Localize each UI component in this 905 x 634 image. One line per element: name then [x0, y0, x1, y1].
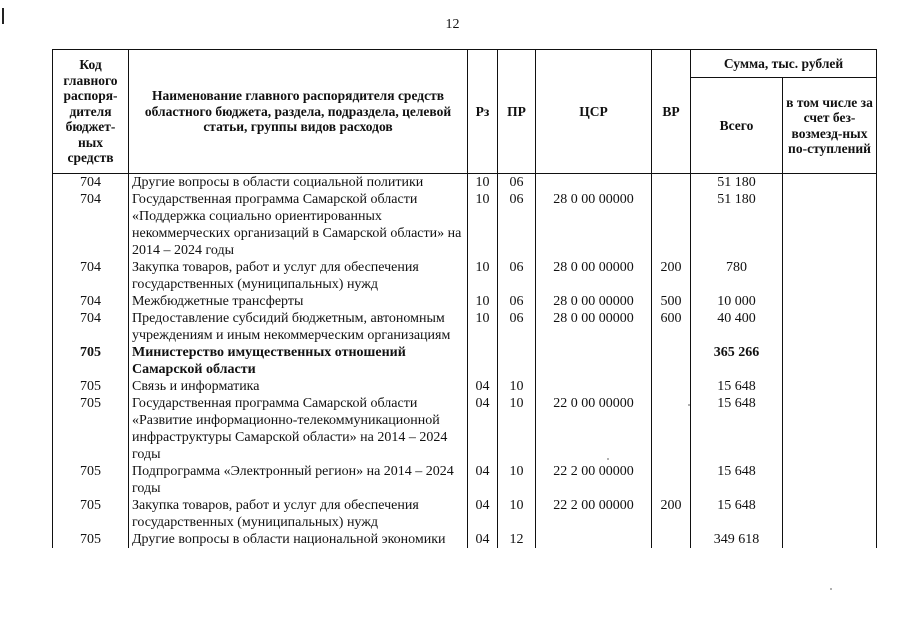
- cell-vr: 500: [652, 293, 691, 310]
- cell-total: 15 648: [691, 395, 783, 463]
- cell-name: Другие вопросы в области национальной экономики: [129, 531, 468, 548]
- cell-csr: [536, 378, 652, 395]
- cell-code: 705: [53, 463, 129, 497]
- cell-code: 705: [53, 344, 129, 378]
- cell-rz: 04: [468, 463, 498, 497]
- cell-rz: 10: [468, 310, 498, 344]
- cell-pr: 06: [498, 191, 536, 259]
- cell-vr: [652, 531, 691, 548]
- cell-name: Министерство имущественных отношений Самарской области: [129, 344, 468, 378]
- cell-name: Другие вопросы в области социальной политики: [129, 174, 468, 192]
- cell-code: 704: [53, 174, 129, 192]
- cell-code: 704: [53, 259, 129, 293]
- header-rz: Рз: [468, 50, 498, 174]
- cell-total: 15 648: [691, 497, 783, 531]
- cell-name: Закупка товаров, работ и услуг для обеспечения государственных (муниципальных) нужд: [129, 259, 468, 293]
- cell-vr: [652, 395, 691, 463]
- scan-speck: [688, 404, 690, 406]
- cell-rz: 04: [468, 395, 498, 463]
- cell-pr: 10: [498, 463, 536, 497]
- table-row: [53, 531, 877, 548]
- header-pr: ПР: [498, 50, 536, 174]
- table-body: [53, 174, 877, 549]
- cell-csr: [536, 344, 652, 378]
- cell-incl: [783, 395, 877, 463]
- cell-code: 704: [53, 293, 129, 310]
- header-name: Наименование главного распорядителя средств областного бюджета, раздела, подраздела, целевой статьи, группы видов расходов: [129, 50, 468, 174]
- header-total: Всего: [691, 78, 783, 174]
- cell-pr: 12: [498, 531, 536, 548]
- cell-rz: [468, 344, 498, 378]
- cell-code: 704: [53, 191, 129, 259]
- cell-pr: [498, 344, 536, 378]
- cell-csr: 28 0 00 00000: [536, 293, 652, 310]
- cell-vr: [652, 191, 691, 259]
- cell-csr: [536, 531, 652, 548]
- cell-name: Закупка товаров, работ и услуг для обеспечения государственных (муниципальных) нужд: [129, 497, 468, 531]
- cell-pr: 10: [498, 395, 536, 463]
- cell-rz: 10: [468, 293, 498, 310]
- table-row: [53, 395, 877, 463]
- cell-csr: 28 0 00 00000: [536, 310, 652, 344]
- cell-vr: 200: [652, 259, 691, 293]
- cell-code: 705: [53, 497, 129, 531]
- cell-incl: [783, 293, 877, 310]
- cell-vr: 200: [652, 497, 691, 531]
- budget-table: [52, 49, 877, 548]
- cell-vr: 600: [652, 310, 691, 344]
- cell-vr: [652, 344, 691, 378]
- cell-total: 365 266: [691, 344, 783, 378]
- cell-csr: 28 0 00 00000: [536, 259, 652, 293]
- cell-pr: 06: [498, 310, 536, 344]
- table-row: [53, 259, 877, 293]
- cell-pr: 06: [498, 293, 536, 310]
- table-row: [53, 497, 877, 531]
- cell-csr: 22 0 00 00000: [536, 395, 652, 463]
- cell-code: 705: [53, 378, 129, 395]
- cell-incl: [783, 497, 877, 531]
- cell-name: Подпрограмма «Электронный регион» на 2014 – 2024 годы: [129, 463, 468, 497]
- scan-speck: [830, 588, 832, 590]
- header-csr: ЦСР: [536, 50, 652, 174]
- table-row: [53, 174, 877, 192]
- cell-total: 40 400: [691, 310, 783, 344]
- table-row: [53, 463, 877, 497]
- cell-name: Государственная программа Самарской области «Развитие информационно-телекоммуникационной инфраструктуры Самарской области» на 2014 – 2024 годы: [129, 395, 468, 463]
- header-code: Код главного распоря-дителя бюджет-ных средств: [53, 50, 129, 174]
- cell-pr: 06: [498, 174, 536, 192]
- page-number: 12: [445, 17, 460, 32]
- cell-csr: 28 0 00 00000: [536, 191, 652, 259]
- cell-vr: [652, 378, 691, 395]
- cell-csr: 22 2 00 00000: [536, 497, 652, 531]
- cell-code: 705: [53, 395, 129, 463]
- table-row: [53, 310, 877, 344]
- cell-total: 15 648: [691, 378, 783, 395]
- header-incl: в том числе за счет без-возмезд-ных по-ступлений: [783, 78, 877, 174]
- cell-vr: [652, 463, 691, 497]
- cell-name: Государственная программа Самарской области «Поддержка социально ориентированных некоммерческих организаций в Самарской области» на 2014 – 2024 годы: [129, 191, 468, 259]
- cell-rz: 10: [468, 259, 498, 293]
- table-row: [53, 344, 877, 378]
- table-row: [53, 293, 877, 310]
- cell-incl: [783, 174, 877, 192]
- cell-incl: [783, 259, 877, 293]
- table-row: [53, 378, 877, 395]
- cell-incl: [783, 531, 877, 548]
- cell-csr: [536, 174, 652, 192]
- cell-code: 705: [53, 531, 129, 548]
- cell-name: Межбюджетные трансферты: [129, 293, 468, 310]
- cell-incl: [783, 463, 877, 497]
- cell-incl: [783, 191, 877, 259]
- cell-incl: [783, 344, 877, 378]
- cell-rz: 04: [468, 497, 498, 531]
- cell-pr: 10: [498, 497, 536, 531]
- cell-csr: 22 2 00 00000: [536, 463, 652, 497]
- table-row: [53, 191, 877, 259]
- cell-pr: 10: [498, 378, 536, 395]
- header-vr: ВР: [652, 50, 691, 174]
- cell-rz: 10: [468, 191, 498, 259]
- cell-name: Предоставление субсидий бюджетным, автономным учреждениям и иным некоммерческим организациям: [129, 310, 468, 344]
- cell-rz: 10: [468, 174, 498, 192]
- header-sum: Сумма, тыс. рублей: [691, 50, 877, 78]
- cell-rz: 04: [468, 378, 498, 395]
- cell-vr: [652, 174, 691, 192]
- cell-incl: [783, 310, 877, 344]
- cell-code: 704: [53, 310, 129, 344]
- cell-total: 51 180: [691, 191, 783, 259]
- cell-pr: 06: [498, 259, 536, 293]
- cell-rz: 04: [468, 531, 498, 548]
- cell-total: 349 618: [691, 531, 783, 548]
- cell-incl: [783, 378, 877, 395]
- scan-speck: [607, 458, 609, 460]
- cell-name: Связь и информатика: [129, 378, 468, 395]
- cell-total: 780: [691, 259, 783, 293]
- cell-total: 51 180: [691, 174, 783, 192]
- cell-total: 10 000: [691, 293, 783, 310]
- cell-total: 15 648: [691, 463, 783, 497]
